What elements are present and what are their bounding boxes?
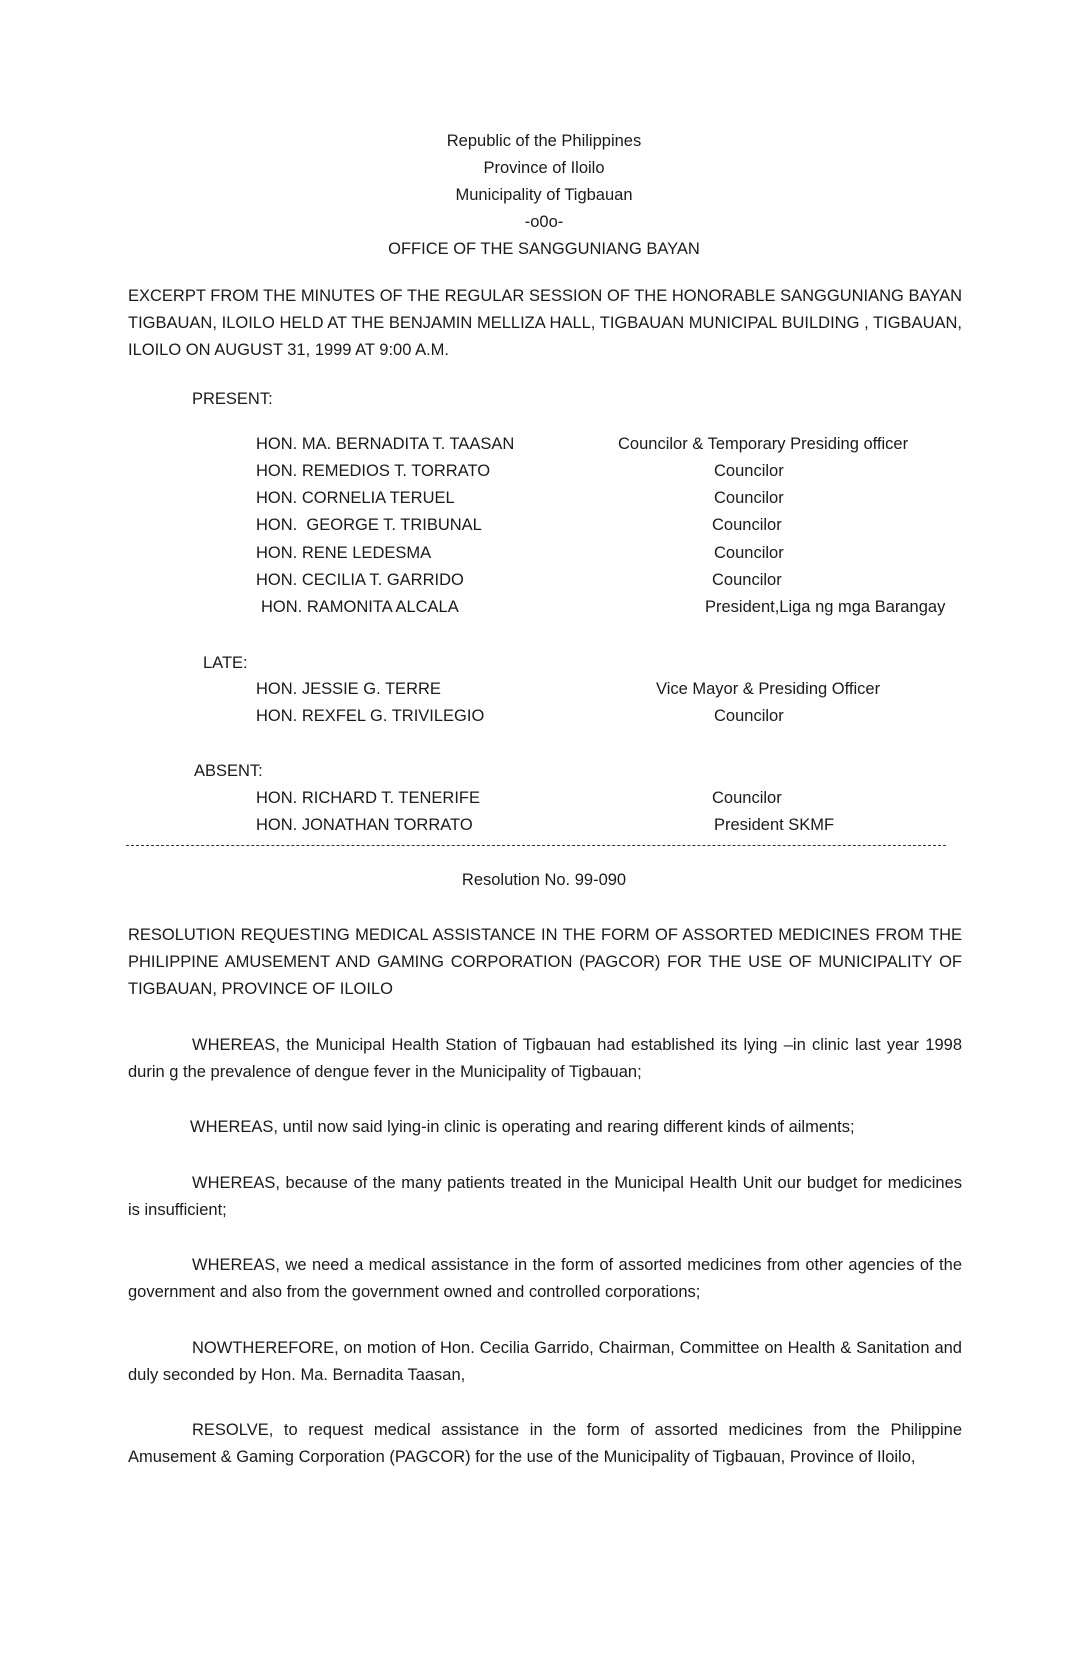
present-member-role: Councilor xyxy=(714,544,784,562)
late-member-role: Councilor xyxy=(714,707,784,725)
resolve-paragraph: RESOLVE, to request medical assistance in the form of assorted medicines from the Philippine Amusement & Gaming Corporation (PAGCOR) for the use of the Municipality of Tigbauan, Province of Iloilo, xyxy=(128,1421,962,1466)
present-member-role: Councilor xyxy=(712,516,782,534)
resolution-title: RESOLUTION REQUESTING MEDICAL ASSISTANCE IN THE FORM OF ASSORTED MEDICINES FROM THE PHILIPPINE AMUSEMENT AND GAMING CORPORATION (PAGCOR) FOR THE USE OF MUNICIPALITY OF TIGBAUAN, PROVINCE OF ILOILO xyxy=(128,926,962,998)
present-member-role: Councilor xyxy=(714,462,784,480)
absent-member-role: President SKMF xyxy=(714,816,835,834)
header-ornament: -o0o- xyxy=(524,213,564,231)
present-label: PRESENT: xyxy=(192,390,273,408)
resolution-number: Resolution No. 99-090 xyxy=(461,871,627,889)
present-member-role: President,Liga ng mga Barangay xyxy=(705,598,946,616)
present-member-role: Councilor & Temporary Presiding officer xyxy=(618,435,909,453)
header-republic: Republic of the Philippines xyxy=(446,132,642,150)
whereas-paragraph: WHEREAS, because of the many patients treated in the Municipal Health Unit our budget for medicines is insufficient; xyxy=(128,1174,962,1219)
late-member-name: HON. JESSIE G. TERRE xyxy=(256,680,441,698)
present-member-name: HON. GEORGE T. TRIBUNAL xyxy=(256,516,482,534)
header-province: Province of Iloilo xyxy=(483,159,605,177)
absent-member-name: HON. RICHARD T. TENERIFE xyxy=(256,789,480,807)
present-member-name: HON. MA. BERNADITA T. TAASAN xyxy=(256,435,515,453)
late-member-role: Vice Mayor & Presiding Officer xyxy=(656,680,881,698)
whereas-paragraph: WHEREAS, until now said lying-in clinic is operating and rearing different kinds of ailments; xyxy=(190,1118,855,1136)
whereas-paragraph: WHEREAS, the Municipal Health Station of Tigbauan had established its lying –in clinic last year 1998 durin g the prevalence of dengue fever in the Municipality of Tigbauan; xyxy=(128,1036,962,1081)
header-office: OFFICE OF THE SANGGUNIANG BAYAN xyxy=(388,240,700,258)
present-member-role: Councilor xyxy=(714,489,784,507)
late-label: LATE: xyxy=(203,654,248,672)
header-municipality: Municipality of Tigbauan xyxy=(455,186,633,204)
present-member-name: HON. RENE LEDESMA xyxy=(256,544,432,562)
absent-member-name: HON. JONATHAN TORRATO xyxy=(256,816,473,834)
present-member-role: Councilor xyxy=(712,571,782,589)
absent-member-role: Councilor xyxy=(712,789,782,807)
whereas-paragraph: WHEREAS, we need a medical assistance in the form of assorted medicines from other agencies of the government and also from the government owned and controlled corporations; xyxy=(128,1256,962,1301)
present-member-name: HON. RAMONITA ALCALA xyxy=(261,598,459,616)
present-member-name: HON. CORNELIA TERUEL xyxy=(256,489,455,507)
minutes-excerpt: EXCERPT FROM THE MINUTES OF THE REGULAR SESSION OF THE HONORABLE SANGGUNIANG BAYAN TIGBAUAN, ILOILO HELD AT THE BENJAMIN MELLIZA HALL, TIGBAUAN MUNICIPAL BUILDING , TIGBAUAN, ILOILO ON AUGUST 31, 1999 AT 9:00 A.M. xyxy=(128,287,962,359)
dashed-divider xyxy=(126,845,946,846)
late-member-name: HON. REXFEL G. TRIVILEGIO xyxy=(256,707,485,725)
present-member-name: HON. REMEDIOS T. TORRATO xyxy=(256,462,491,480)
present-member-name: HON. CECILIA T. GARRIDO xyxy=(256,571,464,589)
absent-label: ABSENT: xyxy=(194,762,263,780)
nowtherefore-paragraph: NOWTHEREFORE, on motion of Hon. Cecilia Garrido, Chairman, Committee on Health & Sanitation and duly seconded by Hon. Ma. Bernadita Taasan, xyxy=(128,1339,962,1384)
